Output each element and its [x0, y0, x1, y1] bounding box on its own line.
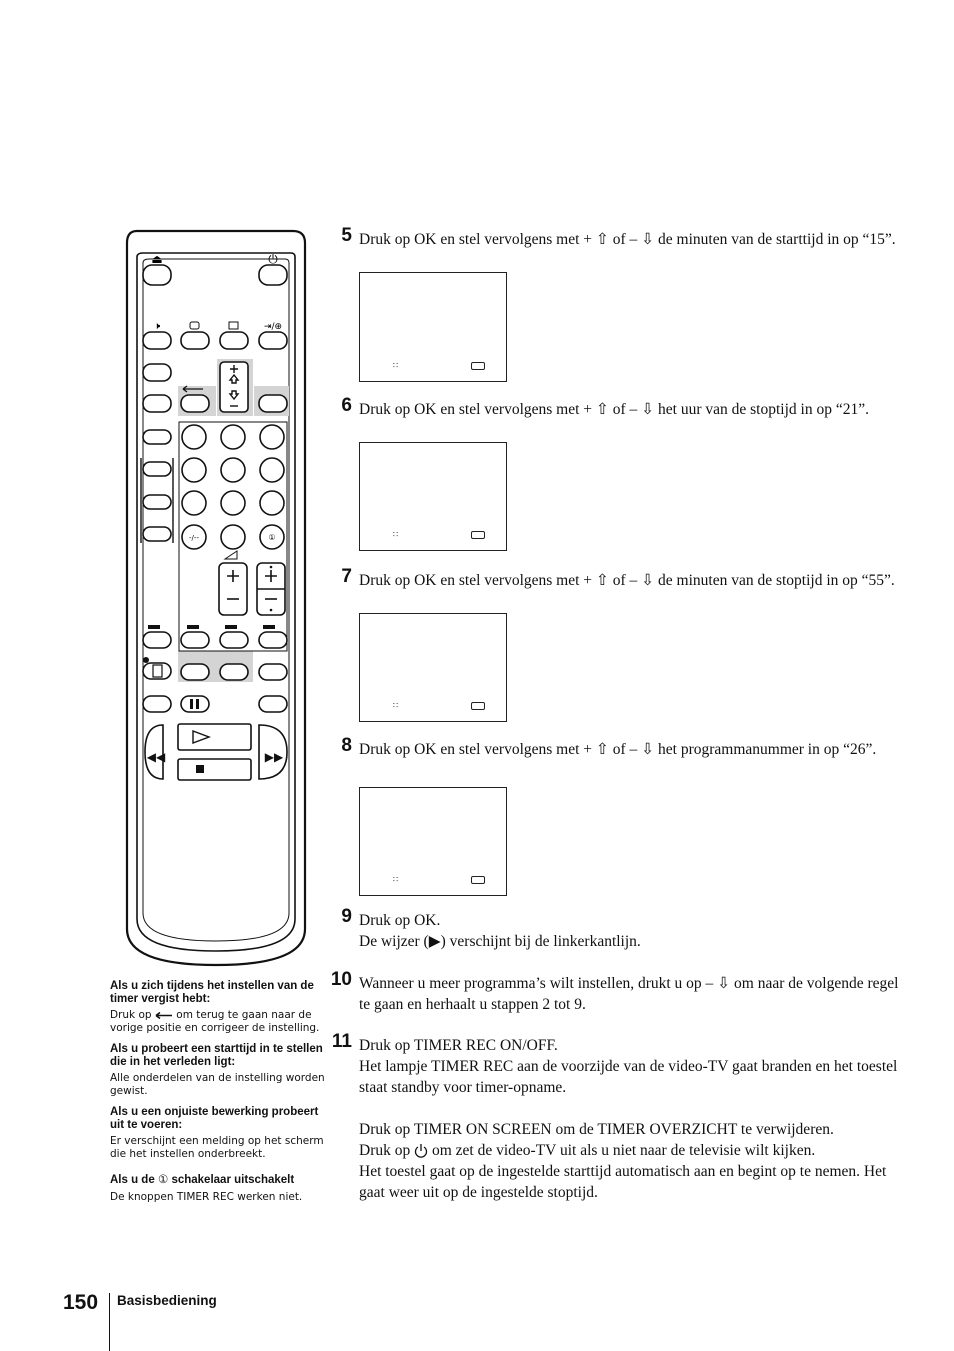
step-line: Druk op TIMER REC ON/OFF. [359, 1037, 558, 1054]
tv-screen-illustration [359, 787, 507, 896]
note [110, 1174, 326, 1203]
rect-icon [471, 876, 485, 884]
note-heading: Als u een onjuiste bewerking probeert uit te voeren: [110, 1106, 319, 1131]
dots-icon: ∷ [393, 530, 399, 539]
side-notes [110, 980, 326, 1212]
note [110, 1043, 326, 1097]
step-text [359, 1035, 899, 1203]
svg-text:①: ① [268, 533, 276, 542]
footer-divider [109, 1293, 110, 1351]
step-line: Het toestel gaat op de ingestelde starttijd automatisch aan en begint op te nemen. Het gaat weer uit op de ingestelde stoptijd. [359, 1163, 887, 1201]
step-number: 7 [341, 566, 352, 587]
note-heading: Als u de ① schakelaar uitschakelt [110, 1174, 295, 1186]
svg-text:⏻: ⏻ [268, 252, 278, 266]
step-line: Het lampje TIMER REC aan de voorzijde van de video-TV gaat branden en het toestel staat standby voor timer-opname. [359, 1058, 898, 1096]
note-body: Alle onderdelen van de instelling worden gewist. [110, 1072, 325, 1097]
note-heading: Als u probeert een starttijd in te stellen die in het verleden ligt: [110, 1043, 323, 1068]
back-arrow-icon [155, 1011, 173, 1020]
svg-text:-/--: -/-- [189, 534, 199, 542]
note-body: Druk op om terug te gaan naar de vorige positie en corrigeer de instelling. [110, 1009, 320, 1034]
step-text: Druk op OK en stel vervolgens met + ⇧ of – ⇩ de minuten van de stoptijd in op “55”. [359, 572, 895, 589]
power-icon [414, 1143, 428, 1159]
rect-icon [471, 702, 485, 710]
step-number: 6 [341, 395, 352, 416]
remote-control-illustration [123, 229, 309, 967]
note-body: Er verschijnt een melding op het scherm die het instellen onderbreekt. [110, 1135, 324, 1160]
note [110, 1106, 326, 1160]
step-number: 9 [341, 906, 352, 927]
tv-screen-illustration [359, 272, 507, 382]
step-number: 5 [341, 225, 352, 246]
step-number: 10 [330, 969, 352, 990]
svg-text:▶▶: ▶▶ [264, 750, 284, 764]
svg-text:⏏: ⏏ [151, 252, 163, 266]
step-line: Druk op TIMER ON SCREEN om de TIMER OVERZICHT te verwijderen. [359, 1121, 834, 1138]
step-text: Druk op OK en stel vervolgens met + ⇧ of – ⇩ het programmanummer in op “26”. [359, 741, 877, 758]
step-line: Druk op om zet de video-TV uit als u niet naar de televisie wilt kijken. [359, 1142, 816, 1159]
rect-icon [471, 362, 485, 370]
switch-symbol-icon: ① [157, 1174, 169, 1186]
section-title: Basisbediening [117, 1293, 217, 1308]
tv-screen-illustration [359, 613, 507, 722]
page-number: 150 [63, 1291, 99, 1314]
rect-icon [471, 531, 485, 539]
svg-text:◀◀: ◀◀ [146, 750, 166, 764]
step-number: 8 [341, 735, 352, 756]
svg-text:⇥/⊕: ⇥/⊕ [263, 322, 283, 332]
step-number: 11 [331, 1031, 352, 1052]
tv-screen-illustration [359, 442, 507, 551]
dots-icon: ∷ [393, 875, 399, 884]
step-text: Wanneer u meer programma’s wilt instellen, drukt u op – ⇩ om naar de volgende regel te gaan en herhaalt u stappen 2 tot 9. [359, 975, 899, 1013]
note [110, 980, 326, 1034]
step-text [359, 910, 899, 952]
step-text: Druk op OK en stel vervolgens met + ⇧ of – ⇩ het uur van de stoptijd in op “21”. [359, 401, 869, 418]
step-line: Druk op OK. [359, 912, 441, 929]
note-heading: Als u zich tijdens het instellen van de timer vergist hebt: [110, 980, 314, 1005]
step-line: De wijzer (▶) verschijnt bij de linkerkantlijn. [359, 933, 641, 950]
dots-icon: ∷ [393, 701, 399, 710]
svg-text:🕨: 🕨 [153, 321, 161, 332]
dots-icon: ∷ [393, 361, 399, 370]
step-text: Druk op OK en stel vervolgens met + ⇧ of – ⇩ de minuten van de starttijd in op “15”. [359, 231, 896, 248]
note-body: De knoppen TIMER REC werken niet. [110, 1190, 303, 1203]
